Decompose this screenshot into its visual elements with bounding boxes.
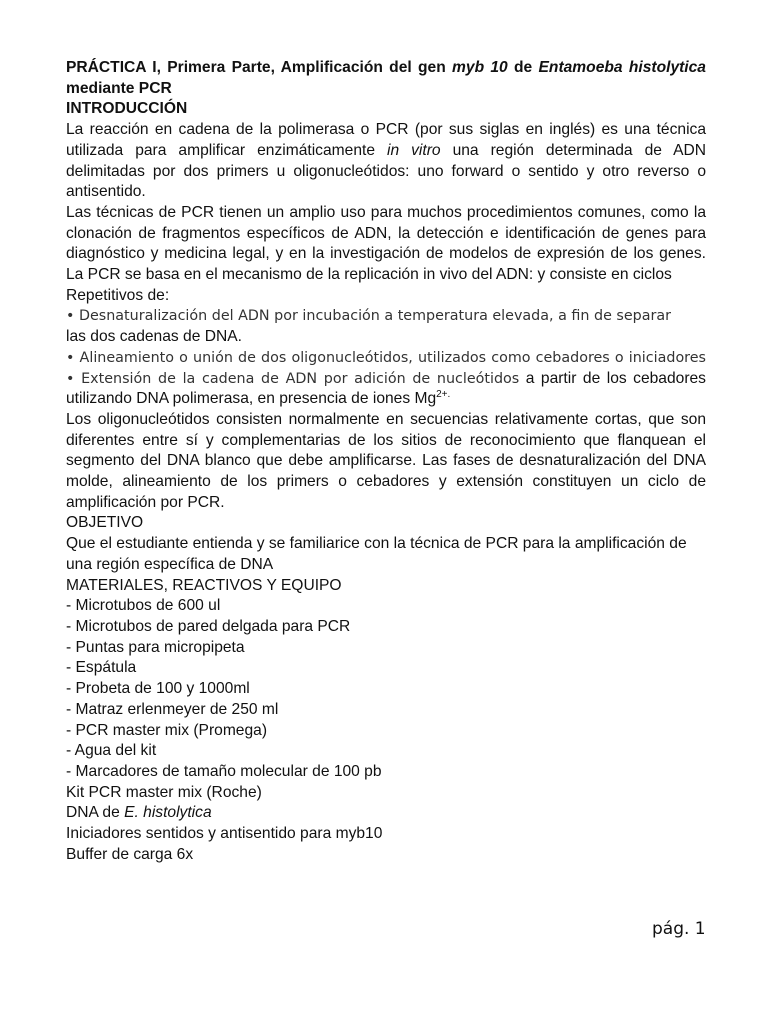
intro-p1-italic: in vitro [386,141,441,159]
objective-heading: OBJETIVO [66,514,144,532]
list-item: - Matraz erlenmeyer de 250 ml [66,700,279,718]
page-number: pág. 1 [652,919,706,939]
list-item: - Agua del kit [66,742,157,760]
bullet-annealing-text: • Alineamiento o unión de dos oligonucleótidos, utilizados como cebadores o iniciadores • Extensión de la cadena de ADN por adición de nucleótidos [66,349,706,387]
list-item: Buffer de carga 6x [66,845,194,863]
list-item-dna [66,803,706,824]
intro-paragraph-4: Los oligonucleótidos consisten normalmente en secuencias relativamente cortas, que son diferentes entre sí y complementarias de los sitios de reconocimiento que flanquean el segmento del DNA blanco que debe amplificarse. Las fases de desnaturalización del DNA molde, alineamiento de los primers o cebadores y extensión constituyen un ciclo de amplificación por PCR. [66,410,706,511]
list-item: - Microtubos de pared delgada para PCR [66,617,351,635]
dna-species: E. histolytica [124,804,212,822]
bullet-denaturation-text-2: las dos cadenas de DNA. [66,328,242,346]
materials-heading: MATERIALES, REACTIVOS Y EQUIPO [66,576,342,594]
document-body [66,58,706,865]
document-title [66,58,706,99]
title-gene: myb 10 [452,59,508,76]
title-species: Entamoeba histolytica [538,59,706,76]
list-item: - Microtubos de 600 ul [66,597,221,615]
title-text-3: mediante PCR [66,79,172,97]
materials-list [66,596,706,865]
dna-prefix: DNA de [66,804,125,822]
intro-p1-text-2: una región determinada de ADN delimitadas por dos primers u oligonucleótidos: uno forward o sentido y otro reverso o antisentido. [66,141,706,201]
magnesium-superscript: 2+. [436,389,451,401]
list-item: Kit PCR master mix (Roche) [66,783,262,801]
title-text-2: de [507,59,539,76]
intro-heading: INTRODUCCIÓN [66,100,188,118]
list-item: - PCR master mix (Promega) [66,721,268,739]
intro-paragraph-2: Las técnicas de PCR tienen un amplio uso para muchos procedimientos comunes, como la clonación de fragmentos específicos de ADN, la detección e identificación de genes para diagnóstico y medicina legal, y en la investigación de modelos de expresión de los genes. La PCR se basa en el mecanismo de la replicación in vivo del ADN: y consiste en ciclos [66,203,706,284]
list-item: - Espátula [66,659,137,677]
title-text: PRÁCTICA I, Primera Parte, Amplificación del gen [66,59,453,76]
list-item: - Puntas para micropipeta [66,638,245,656]
bullet-denaturation-text: • Desnaturalización del ADN por incubación a temperatura elevada, a fin de separar [66,308,672,325]
bullet-denaturation [66,306,706,347]
objective-text: Que el estudiante entienda y se familiarice con la técnica de PCR para la amplificación de una región específica de DNA [66,535,687,573]
list-item: Iniciadores sentidos y antisentido para myb10 [66,825,383,843]
list-item: - Probeta de 100 y 1000ml [66,680,250,698]
list-item: - Marcadores de tamaño molecular de 100 pb [66,762,382,780]
bullet-annealing-extension [66,348,706,410]
intro-p1-text: La reacción en cadena de la polimerasa o PCR (por sus siglas en inglés) es una técnica utilizada para amplificar enzimáticamente [66,121,706,159]
intro-paragraph-3: Repetitivos de: [66,286,170,304]
bullet-extension-text: a partir de los cebadores utilizando DNA polimerasa, en presencia de iones Mg [66,369,706,408]
intro-paragraph-1 [66,120,706,203]
